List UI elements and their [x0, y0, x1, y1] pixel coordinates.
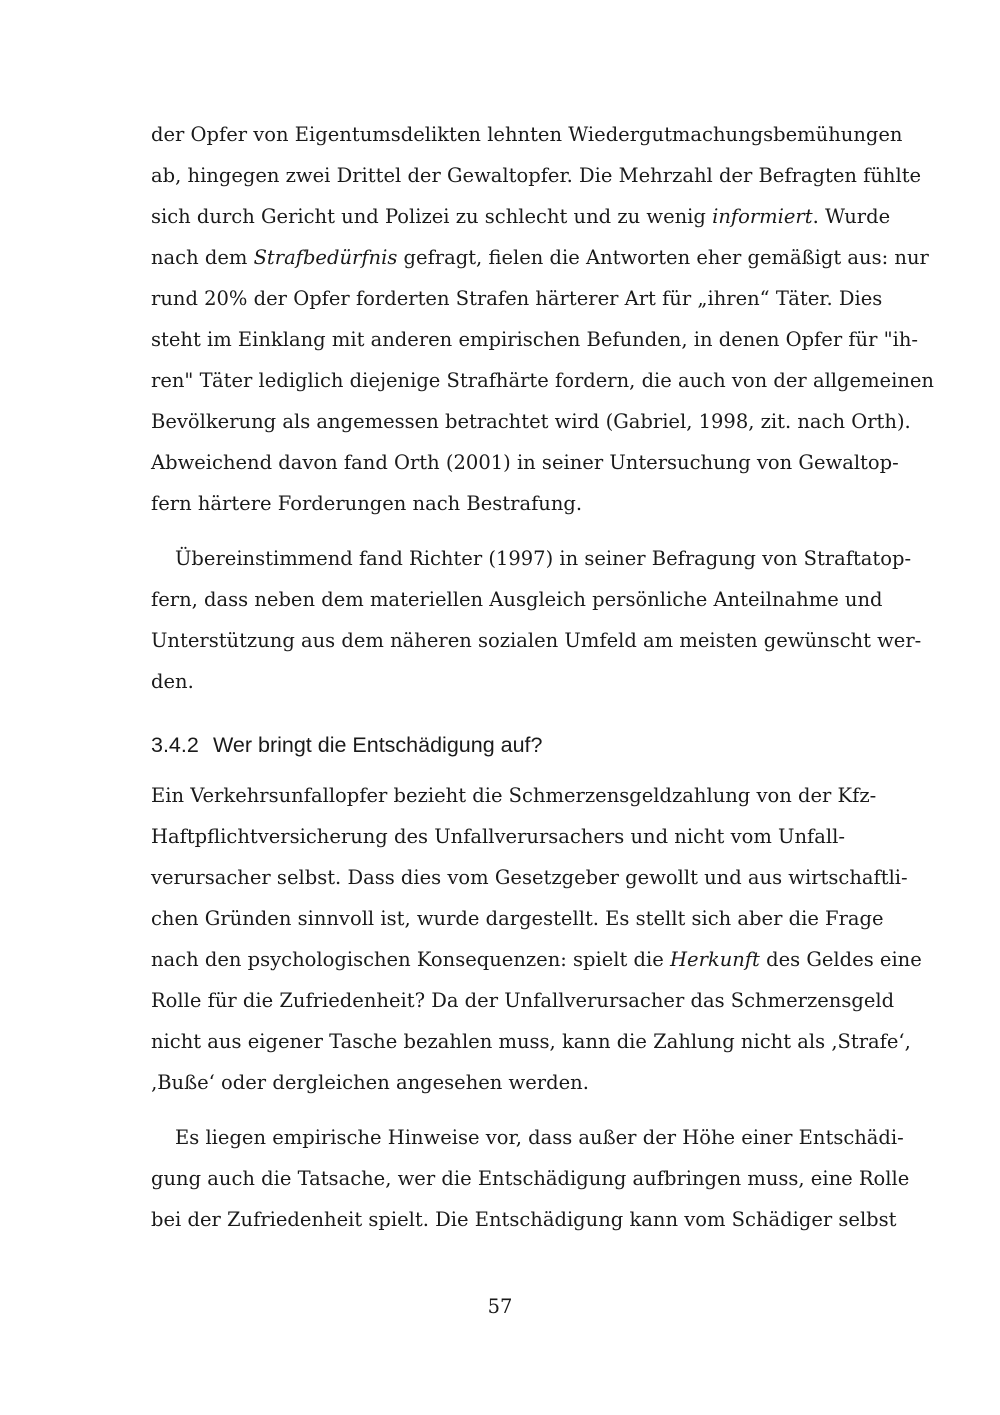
section-title: Wer bringt die Entschädigung auf? [213, 733, 543, 757]
text-line: bei der Zufriedenheit spielt. Die Entschädigung kann vom Schädiger selbst [151, 1208, 897, 1231]
text-line: Es liegen empirische Hinweise vor, dass außer der Höhe einer Entschädi- [175, 1126, 904, 1149]
text-line: verursacher selbst. Dass dies vom Gesetzgeber gewollt und aus wirtschaftli- [151, 866, 908, 889]
text-line: Rolle für die Zufriedenheit? Da der Unfallverursacher das Schmerzensgeld [151, 989, 895, 1012]
text-line [151, 939, 922, 980]
text-line: gung auch die Tatsache, wer die Entschädigung aufbringen muss, eine Rolle [151, 1167, 910, 1190]
text-run: . Wurde [812, 205, 891, 228]
text-line [151, 237, 929, 278]
paragraph-richter-study [151, 538, 922, 702]
text-line: fern härtere Forderungen nach Bestrafung. [151, 492, 583, 515]
text-line: rund 20% der Opfer forderten Strafen härterer Art für „ihren“ Täter. Dies [151, 287, 883, 310]
page-number: 57 [487, 1295, 513, 1318]
text-line: ab, hingegen zwei Drittel der Gewaltopfer. Die Mehrzahl der Befragten fühlte [151, 164, 922, 187]
text-line: Haftpflichtversicherung des Unfallverursachers und nicht vom Unfall- [151, 825, 845, 848]
text-line: steht im Einklang mit anderen empirischen Befunden, in denen Opfer für "ih- [151, 328, 918, 351]
text-line: fern, dass neben dem materiellen Ausgleich persönliche Anteilnahme und [151, 588, 883, 611]
text-line: Übereinstimmend fand Richter (1997) in seiner Befragung von Straftatop- [175, 547, 912, 570]
text-run: des Geldes eine [759, 948, 922, 971]
text-line: chen Gründen sinnvoll ist, wurde dargestellt. Es stellt sich aber die Frage [151, 907, 884, 930]
emphasis-herkunft: Herkunft [670, 948, 760, 971]
text-line: den. [151, 670, 194, 693]
paragraph-traffic-victim [151, 775, 922, 1103]
text-run: sich durch Gericht und Polizei zu schlecht und zu wenig [151, 205, 713, 228]
text-line: Bevölkerung als angemessen betrachtet wird (Gabriel, 1998, zit. nach Orth). [151, 410, 911, 433]
emphasis-informiert: informiert [712, 205, 813, 228]
text-line: ‚Buße‘ oder dergleichen angesehen werden. [151, 1071, 589, 1094]
text-run: nach den psychologischen Konsequenzen: spielt die [151, 948, 671, 971]
section-heading [151, 727, 542, 763]
paragraph-empirical-evidence [151, 1117, 910, 1240]
text-line [151, 196, 891, 237]
text-run: nach dem [151, 246, 254, 269]
text-line: Ein Verkehrsunfallopfer bezieht die Schmerzensgeldzahlung von der Kfz- [151, 784, 877, 807]
emphasis-strafbeduerfnis: Strafbedürfnis [253, 246, 398, 269]
text-line: Unterstützung aus dem näheren sozialen Umfeld am meisten gewünscht wer- [151, 629, 922, 652]
section-number: 3.4.2 [151, 733, 199, 757]
text-line: der Opfer von Eigentumsdelikten lehnten Wiedergutmachungsbemühungen [151, 123, 903, 146]
text-run: gefragt, fielen die Antworten eher gemäßigt aus: nur [397, 246, 929, 269]
text-line: Abweichend davon fand Orth (2001) in seiner Untersuchung von Gewaltop- [151, 451, 899, 474]
text-line: nicht aus eigener Tasche bezahlen muss, kann die Zahlung nicht als ‚Strafe‘, [151, 1030, 911, 1053]
text-line: ren" Täter lediglich diejenige Strafhärte fordern, die auch von der allgemeinen [151, 369, 934, 392]
paragraph-victim-attitudes [151, 114, 934, 524]
